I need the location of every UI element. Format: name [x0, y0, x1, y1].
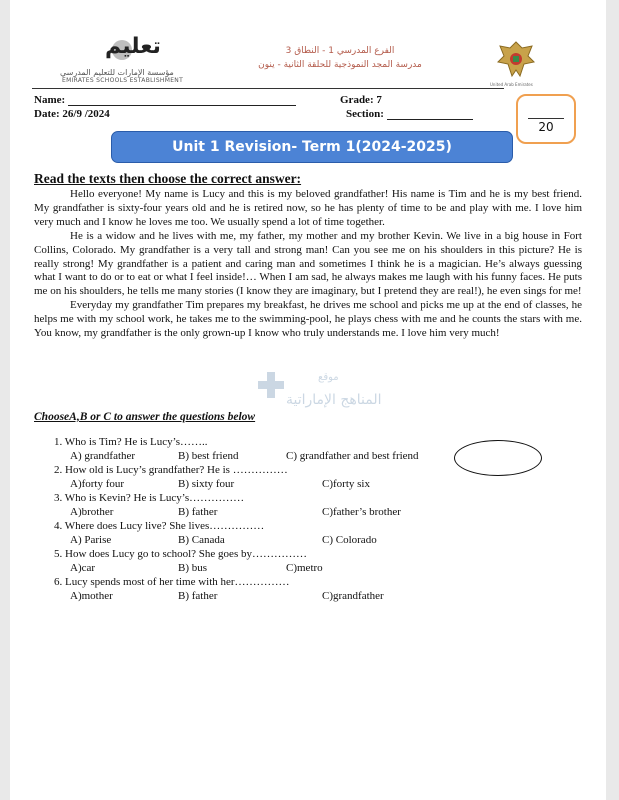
option-c[interactable]: C) grandfather and best friend	[286, 450, 419, 462]
option-b[interactable]: B) father	[178, 590, 218, 602]
option-b[interactable]: B) sixty four	[178, 478, 235, 490]
grade-label: Grade: 7	[340, 94, 382, 106]
reading-passage	[34, 188, 582, 341]
option-b[interactable]: B) best friend	[178, 450, 239, 462]
school-title: مدرسة المجد النموذجية للحلقة الثانية - ينون	[258, 60, 422, 70]
option-c[interactable]: C) Colorado	[322, 534, 377, 546]
date-label: Date: 26/9 /2024	[34, 108, 110, 120]
question-item	[10, 520, 606, 548]
header	[10, 30, 606, 87]
option-c[interactable]: C)forty six	[322, 478, 370, 490]
question-item	[10, 576, 606, 604]
watermark-top-text: موقع	[318, 372, 339, 383]
name-label: Name:	[34, 94, 66, 106]
questions-heading: ChooseA,B or C to answer the questions below	[34, 411, 256, 423]
option-a[interactable]: A)brother	[70, 506, 114, 518]
answer-circle	[454, 440, 542, 476]
school-name	[240, 46, 440, 70]
section-label: Section:	[346, 108, 384, 120]
option-b[interactable]: B) Canada	[178, 534, 225, 546]
score-box	[516, 94, 576, 144]
reading-instruction: Read the texts then choose the correct answer:	[34, 171, 302, 186]
name-field[interactable]	[34, 94, 296, 106]
unit-banner: Unit 1 Revision- Term 1(2024-2025)	[111, 131, 513, 163]
question-text: 6. Lucy spends most of her time with her……………	[54, 576, 290, 588]
watermark-logo-icon	[258, 372, 284, 398]
passage-paragraph: He is a widow and he lives with me, my father, my mother and my brother Kevin. We live in a big house in Fort Collins, Colorado. My grandfather is a very tall and strong man! Can you see me on his shoulders in this picture? He is really strong! My grandfather is a patient and caring man and sometimes I think he is a magician. He’s always guessing what I want to do or to eat or what I feel inside!… When I am sad, he always makes me laugh with his funny faces. He puts me on his shoulders, he tells me many stories (I know they are imaginary, but I pretend they are real!), he even sings for me!	[34, 229, 582, 298]
score-total: 20	[538, 120, 554, 134]
option-a[interactable]: A)car	[70, 562, 96, 574]
question-text: 5. How does Lucy go to school? She goes by……………	[54, 548, 307, 560]
logo-word: تعليم	[105, 34, 161, 59]
name-blank[interactable]	[68, 105, 296, 106]
option-b[interactable]: B) father	[178, 506, 218, 518]
question-item	[10, 492, 606, 520]
taaleem-logo	[60, 34, 240, 84]
question-text: 1. Who is Tim? He is Lucy’s……..	[54, 436, 208, 448]
option-a[interactable]: A)mother	[70, 590, 113, 602]
question-text: 3. Who is Kevin? He is Lucy’s……………	[54, 492, 245, 504]
section-blank[interactable]	[387, 119, 473, 120]
option-b[interactable]: B) bus	[178, 562, 208, 574]
emblem-caption: United Arab Emirates	[490, 82, 533, 87]
header-divider	[32, 88, 504, 89]
site-watermark	[258, 372, 382, 418]
passage-paragraph: Hello everyone! My name is Lucy and this is my beloved grandfather! His name is Tim and he is my best friend. My grandfather is sixty-four years old and he is retired now, so he has plenty of time to be and play with me. I love him very much and I know he loves me too. We usually spend a lot of time together.	[34, 188, 582, 228]
score-line	[528, 118, 564, 119]
option-a[interactable]: A)forty four	[70, 478, 125, 490]
question-text: 2. How old is Lucy’s grandfather? He is ……………	[54, 464, 288, 476]
uae-emblem-icon	[490, 38, 538, 87]
school-branch: الفرع المدرسي 1 - النطاق 3	[285, 46, 395, 56]
logo-english-text: EMIRATES SCHOOLS ESTABLISHMENT	[62, 77, 184, 84]
watermark-bottom-text: المناهج الإماراتية	[286, 392, 382, 408]
passage-paragraph: Everyday my grandfather Tim prepares my breakfast, he drives me school and picks me up at the end of classes, he helps me with my school work, he takes me to the swimming-pool, he plays chess with me and he counts the stars with me. You know, my grandfather is the only grown-up I know who truly understands me. I love him very much!	[34, 299, 582, 340]
option-a[interactable]: A) grandfather	[70, 450, 136, 462]
option-a[interactable]: A) Parise	[70, 534, 112, 546]
option-c[interactable]: C)grandfather	[322, 590, 384, 602]
question-text: 4. Where does Lucy live? She lives……………	[54, 520, 265, 532]
worksheet-page	[10, 0, 606, 800]
question-item	[10, 548, 606, 576]
logo-arabic-text: مؤسسة الإمارات للتعليم المدرسي	[60, 68, 174, 77]
option-c[interactable]: C)metro	[286, 562, 323, 574]
option-c[interactable]: C)father’s brother	[322, 506, 401, 518]
section-field[interactable]	[346, 108, 473, 120]
